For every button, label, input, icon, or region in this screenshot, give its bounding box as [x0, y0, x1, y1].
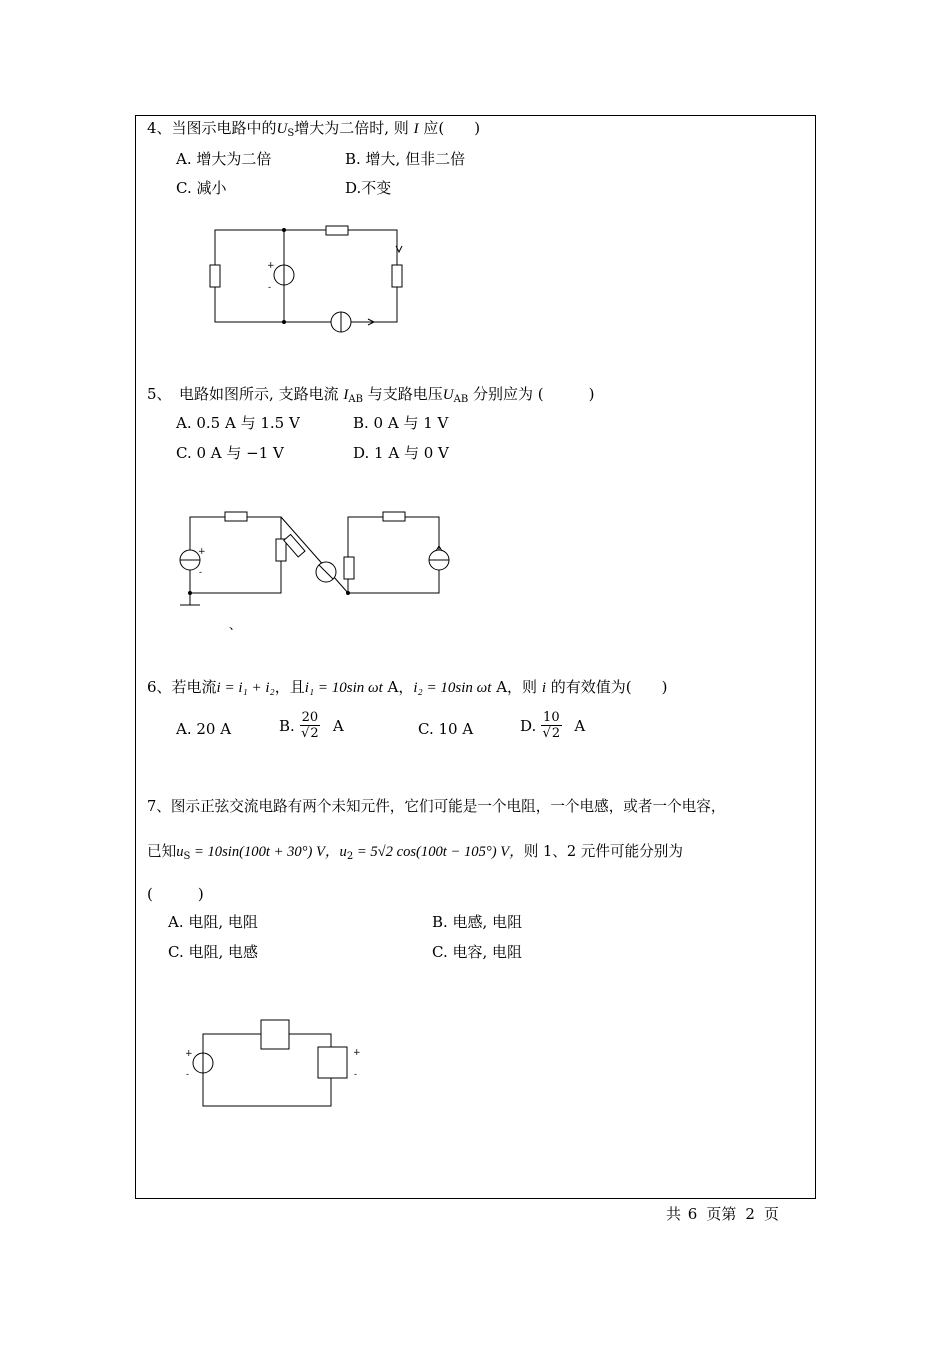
- q7-element-plus-mark: +: [353, 1048, 361, 1058]
- q7-stem-line1: 7、图示正弦交流电路有两个未知元件，它们可能是一个电阻，一个电感，或者一个电容，: [147, 798, 726, 815]
- q6-option-d-fraction: $\frac{10}{√2}$: [542, 710, 561, 742]
- q7-source-minus-mark: -: [186, 1070, 190, 1080]
- q5-plus-mark: +: [198, 547, 206, 557]
- q4-option-c[interactable]: C. 减小: [176, 179, 227, 197]
- q5-stray-mark: 、: [229, 618, 242, 632]
- q7-option-d[interactable]: C. 电容, 电阻: [432, 943, 523, 961]
- q5-option-c[interactable]: C. 0 A 与 −1 V: [176, 444, 284, 462]
- q5-option-b[interactable]: B. 0 A 与 1 V: [353, 414, 449, 432]
- q7-option-a[interactable]: A. 电阻, 电阻: [168, 913, 258, 931]
- q6-option-a[interactable]: A. 20 A: [176, 720, 232, 738]
- footer-total: 共 6: [666, 1205, 698, 1223]
- footer-end: 页: [763, 1205, 779, 1223]
- q5-option-d[interactable]: D. 1 A 与 0 V: [353, 444, 449, 462]
- q4-option-a[interactable]: A. 增大为二倍: [176, 150, 272, 168]
- q4-minus-mark: -: [268, 283, 272, 293]
- q5-circuit-diagram: [175, 505, 455, 635]
- q6-option-d[interactable]: D. $\frac{10}{√2}$ A: [520, 710, 586, 742]
- footer-page-word: 页第: [706, 1205, 737, 1223]
- q6-stem: 6、若电流i = i₁ + i₂，且i₁ = 10sin ωt A，i₂ = 10sin ωt A，则 i 的有效值为( ): [147, 678, 668, 696]
- q4-circuit-diagram: [200, 220, 420, 340]
- q4-plus-mark: +: [267, 261, 275, 271]
- q7-stem-line2: 已知$u_S = 10\sin(100t + 30^\circ)$ V，$u_2 = 5√2$ cos(100t − 105°) V，则 1、2 元件可能分别为: [147, 843, 683, 862]
- q6-option-c[interactable]: C. 10 A: [418, 720, 474, 738]
- q4-stem: 4、当图示电路中的$U_S$增大为二倍时, 则 I 应( ): [147, 119, 481, 139]
- q5-minus-mark: -: [199, 568, 203, 578]
- q6-option-b[interactable]: B. $\frac{20}{√2}$ A: [279, 710, 344, 742]
- page-footer: [666, 1207, 788, 1222]
- q7-element-minus-mark: -: [354, 1070, 358, 1080]
- q5-stem: 5、 电路如图所示, 支路电流 $I_{AB}$ 与支路电压$U_{AB}$ 分别应为 ( ): [147, 385, 595, 405]
- footer-page-number: 2: [745, 1205, 755, 1223]
- q7-stem-line3: ( ): [147, 885, 204, 903]
- q7-circuit-diagram: [180, 1015, 370, 1115]
- q7-source-plus-mark: +: [185, 1049, 193, 1059]
- q5-option-a[interactable]: A. 0.5 A 与 1.5 V: [176, 414, 300, 432]
- q4-option-b[interactable]: B. 增大, 但非二倍: [345, 150, 466, 168]
- q7-option-b[interactable]: B. 电感, 电阻: [432, 913, 523, 931]
- q6-option-b-fraction: $\frac{20}{√2}$: [301, 710, 319, 742]
- q4-option-d[interactable]: D.不变: [345, 179, 392, 197]
- q7-option-c[interactable]: C. 电阻, 电感: [168, 943, 259, 961]
